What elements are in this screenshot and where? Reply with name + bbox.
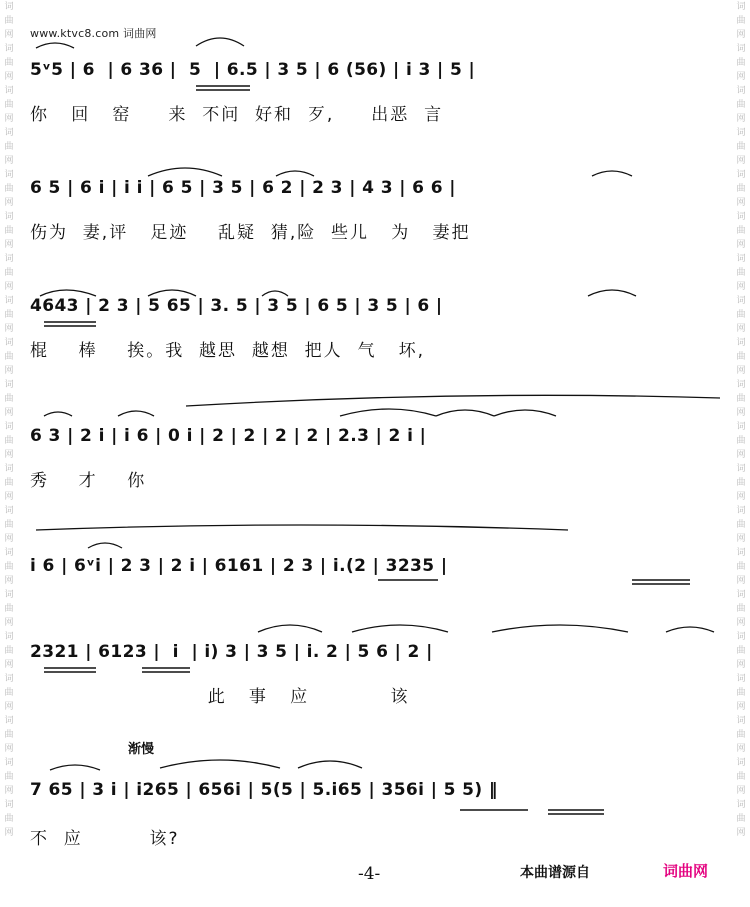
margin-mark-char: 网 bbox=[736, 492, 746, 502]
margin-mark-char: 曲 bbox=[736, 814, 746, 824]
score-line-2-lyrics: 伤为 妻,评 足迹 乱疑 猜,险 些儿 为 妻把 bbox=[30, 223, 471, 243]
score-line-6-lyrics: 此 事 应 该 bbox=[30, 687, 410, 707]
margin-mark-char: 网 bbox=[736, 534, 746, 544]
slur bbox=[340, 409, 436, 416]
margin-mark-char: 词 bbox=[736, 380, 746, 390]
margin-mark-char: 曲 bbox=[736, 478, 746, 488]
score-line-7-notes: 7 65 | 3 i | i265 | 656i | 5(5 | 5.i65 | 356i | 5 5) ‖ bbox=[30, 780, 498, 800]
margin-mark-char: 词 bbox=[736, 716, 746, 726]
margin-mark-char: 网 bbox=[736, 828, 746, 838]
site-logo: 词曲网 bbox=[663, 862, 709, 880]
margin-mark-char: 网 bbox=[736, 30, 746, 40]
margin-mark-char: 网 bbox=[736, 450, 746, 460]
margin-mark-char: 曲 bbox=[736, 562, 746, 572]
margin-mark-char: 曲 bbox=[4, 688, 14, 698]
margin-mark-char: 曲 bbox=[4, 310, 14, 320]
margin-mark-char: 词 bbox=[4, 212, 14, 222]
margin-mark-char: 网 bbox=[4, 366, 14, 376]
margin-mark-char: 词 bbox=[4, 2, 14, 12]
margin-mark-char: 词 bbox=[4, 86, 14, 96]
margin-mark-char: 网 bbox=[736, 618, 746, 628]
slur bbox=[44, 412, 72, 416]
slur bbox=[276, 171, 314, 176]
margin-mark-char: 词 bbox=[4, 632, 14, 642]
margin-mark-char: 曲 bbox=[736, 142, 746, 152]
margin-mark-char: 曲 bbox=[4, 184, 14, 194]
margin-mark-char: 词 bbox=[4, 800, 14, 810]
slur bbox=[494, 410, 556, 416]
score-line-3-lyrics: 棍 棒 挨。我 越思 越想 把人 气 坏, bbox=[30, 341, 426, 361]
slur bbox=[262, 291, 288, 296]
margin-mark-char: 网 bbox=[4, 828, 14, 838]
slur bbox=[186, 395, 720, 406]
slur bbox=[88, 543, 122, 548]
slur bbox=[160, 760, 280, 768]
margin-mark-char: 曲 bbox=[4, 436, 14, 446]
slur bbox=[492, 625, 628, 632]
margin-mark-char: 网 bbox=[736, 576, 746, 586]
margin-mark-char: 网 bbox=[4, 282, 14, 292]
margin-mark-char: 网 bbox=[4, 534, 14, 544]
margin-mark-char: 词 bbox=[4, 716, 14, 726]
margin-mark-char: 曲 bbox=[736, 310, 746, 320]
margin-mark-char: 词 bbox=[736, 128, 746, 138]
slur bbox=[436, 410, 494, 416]
margin-mark-char: 曲 bbox=[736, 520, 746, 530]
margin-mark-char: 网 bbox=[736, 324, 746, 334]
slur bbox=[258, 625, 322, 632]
margin-mark-char: 词 bbox=[4, 170, 14, 180]
margin-mark-char: 词 bbox=[736, 800, 746, 810]
margin-mark-char: 曲 bbox=[736, 772, 746, 782]
margin-mark-char: 网 bbox=[4, 114, 14, 124]
margin-mark-char: 词 bbox=[736, 632, 746, 642]
margin-mark-char: 网 bbox=[736, 702, 746, 712]
margin-mark-char: 词 bbox=[736, 170, 746, 180]
margin-mark-char: 网 bbox=[4, 702, 14, 712]
margin-mark-char: 网 bbox=[4, 492, 14, 502]
margin-mark-char: 曲 bbox=[736, 394, 746, 404]
margin-mark-char: 网 bbox=[4, 240, 14, 250]
margin-mark-char: 词 bbox=[4, 548, 14, 558]
slur bbox=[40, 290, 96, 296]
margin-mark-char: 网 bbox=[4, 618, 14, 628]
margin-mark-char: 词 bbox=[736, 296, 746, 306]
margin-mark-char: 网 bbox=[736, 156, 746, 166]
margin-mark-char: 词 bbox=[4, 128, 14, 138]
tempo-marking: 渐慢 bbox=[128, 742, 155, 757]
margin-mark-char: 曲 bbox=[736, 352, 746, 362]
margin-mark-char: 词 bbox=[4, 422, 14, 432]
margin-mark-char: 网 bbox=[4, 450, 14, 460]
margin-mark-char: 曲 bbox=[4, 226, 14, 236]
margin-mark-char: 网 bbox=[736, 744, 746, 754]
slur bbox=[50, 765, 100, 770]
score-line-4-lyrics: 秀 才 你 bbox=[30, 471, 147, 491]
margin-mark-char: 曲 bbox=[4, 562, 14, 572]
margin-mark-char: 词 bbox=[4, 674, 14, 684]
margin-mark-char: 词 bbox=[736, 86, 746, 96]
margin-mark-char: 曲 bbox=[4, 142, 14, 152]
slur bbox=[36, 43, 74, 48]
margin-mark-char: 曲 bbox=[4, 646, 14, 656]
margin-mark-char: 曲 bbox=[736, 646, 746, 656]
margin-mark-char: 网 bbox=[4, 660, 14, 670]
margin-mark-char: 曲 bbox=[4, 16, 14, 26]
score-line-6-notes: 2321 | 6123 | i | i) 3 | 3 5 | i. 2 | 5 6 | 2 | bbox=[30, 642, 433, 662]
margin-mark-char: 词 bbox=[736, 44, 746, 54]
margin-mark-char: 曲 bbox=[736, 268, 746, 278]
margin-mark-char: 网 bbox=[4, 576, 14, 586]
margin-mark-char: 词 bbox=[736, 506, 746, 516]
margin-mark-char: 网 bbox=[736, 240, 746, 250]
slur bbox=[352, 625, 448, 632]
margin-mark-char: 曲 bbox=[736, 730, 746, 740]
margin-mark-char: 词 bbox=[4, 338, 14, 348]
margin-mark-char: 词 bbox=[4, 380, 14, 390]
margin-mark-char: 词 bbox=[736, 758, 746, 768]
margin-mark-char: 词 bbox=[4, 506, 14, 516]
slur bbox=[118, 411, 154, 416]
margin-mark-char: 曲 bbox=[4, 478, 14, 488]
watermark-url: www.ktvc8.com 词曲网 bbox=[30, 27, 157, 40]
page-number: -4- bbox=[358, 864, 381, 884]
margin-mark-char: 网 bbox=[736, 198, 746, 208]
margin-mark-char: 网 bbox=[4, 324, 14, 334]
margin-mark-char: 词 bbox=[736, 422, 746, 432]
margin-mark-char: 曲 bbox=[4, 772, 14, 782]
margin-mark-char: 曲 bbox=[4, 58, 14, 68]
slur bbox=[298, 761, 362, 768]
margin-mark-char: 词 bbox=[4, 296, 14, 306]
margin-mark-char: 曲 bbox=[736, 436, 746, 446]
score-line-1-lyrics: 你 回 窑 来 不问 好和 歹, 出恶 言 bbox=[30, 105, 444, 125]
margin-mark-char: 网 bbox=[4, 156, 14, 166]
margin-mark-char: 曲 bbox=[736, 604, 746, 614]
margin-mark-char: 曲 bbox=[736, 100, 746, 110]
margin-mark-char: 网 bbox=[736, 282, 746, 292]
margin-mark-char: 词 bbox=[736, 674, 746, 684]
margin-mark-char: 曲 bbox=[4, 604, 14, 614]
margin-mark-char: 词 bbox=[4, 758, 14, 768]
margin-mark-char: 网 bbox=[736, 366, 746, 376]
margin-mark-char: 曲 bbox=[736, 184, 746, 194]
margin-mark-char: 词 bbox=[4, 590, 14, 600]
margin-mark-char: 词 bbox=[736, 590, 746, 600]
margin-mark-char: 网 bbox=[4, 786, 14, 796]
margin-mark-char: 网 bbox=[4, 30, 14, 40]
source-note: 本曲谱源自 bbox=[520, 865, 590, 881]
margin-mark-char: 词 bbox=[736, 212, 746, 222]
score-line-7-lyrics: 不 应 该? bbox=[30, 829, 180, 849]
margin-mark-char: 曲 bbox=[4, 814, 14, 824]
margin-mark-char: 曲 bbox=[4, 520, 14, 530]
slur bbox=[666, 627, 714, 632]
margin-mark-char: 词 bbox=[4, 464, 14, 474]
score-line-3-notes: 4643 | 2 3 | 5 65 | 3. 5 | 3 5 | 6 5 | 3 5 | 6 | bbox=[30, 296, 443, 316]
margin-mark-char: 曲 bbox=[736, 688, 746, 698]
margin-mark-char: 曲 bbox=[4, 268, 14, 278]
slur bbox=[196, 38, 244, 46]
margin-mark-char: 词 bbox=[736, 338, 746, 348]
margin-mark-char: 曲 bbox=[4, 394, 14, 404]
margin-mark-char: 词 bbox=[4, 254, 14, 264]
margin-mark-char: 网 bbox=[4, 408, 14, 418]
margin-mark-char: 网 bbox=[4, 198, 14, 208]
slur bbox=[148, 290, 196, 296]
slur bbox=[148, 168, 222, 176]
margin-mark-char: 网 bbox=[736, 786, 746, 796]
margin-mark-char: 曲 bbox=[4, 352, 14, 362]
score-line-5-notes: i 6 | 6ᵛi | 2 3 | 2 i | 6161 | 2 3 | i.(2 | 3235 | bbox=[30, 556, 448, 576]
margin-mark-char: 网 bbox=[736, 660, 746, 670]
margin-mark-char: 词 bbox=[736, 548, 746, 558]
margin-mark-char: 网 bbox=[736, 72, 746, 82]
margin-mark-char: 网 bbox=[4, 744, 14, 754]
margin-mark-char: 网 bbox=[4, 72, 14, 82]
score-line-4-notes: 6 3 | 2 i | i 6 | 0 i | 2 | 2 | 2 | 2 | 2.3 | 2 i | bbox=[30, 426, 427, 446]
margin-mark-char: 词 bbox=[736, 2, 746, 12]
margin-mark-char: 曲 bbox=[4, 730, 14, 740]
margin-mark-char: 曲 bbox=[4, 100, 14, 110]
margin-mark-char: 词 bbox=[4, 44, 14, 54]
slur bbox=[588, 290, 636, 296]
margin-mark-char: 词 bbox=[736, 464, 746, 474]
margin-mark-char: 曲 bbox=[736, 16, 746, 26]
margin-mark-char: 网 bbox=[736, 114, 746, 124]
score-line-2-notes: 6 5 | 6 i | i i | 6 5 | 3 5 | 6 2 | 2 3 | 4 3 | 6 6 | bbox=[30, 178, 456, 198]
margin-mark-char: 词 bbox=[736, 254, 746, 264]
slur bbox=[592, 171, 632, 176]
score-line-1-notes: 5ᵛ5 | 6 | 6 36 | 5 | 6.5 | 3 5 | 6 (56) | i 3 | 5 | bbox=[30, 60, 476, 80]
margin-mark-char: 网 bbox=[736, 408, 746, 418]
margin-mark-char: 曲 bbox=[736, 58, 746, 68]
margin-mark-char: 曲 bbox=[736, 226, 746, 236]
slur bbox=[36, 525, 568, 530]
